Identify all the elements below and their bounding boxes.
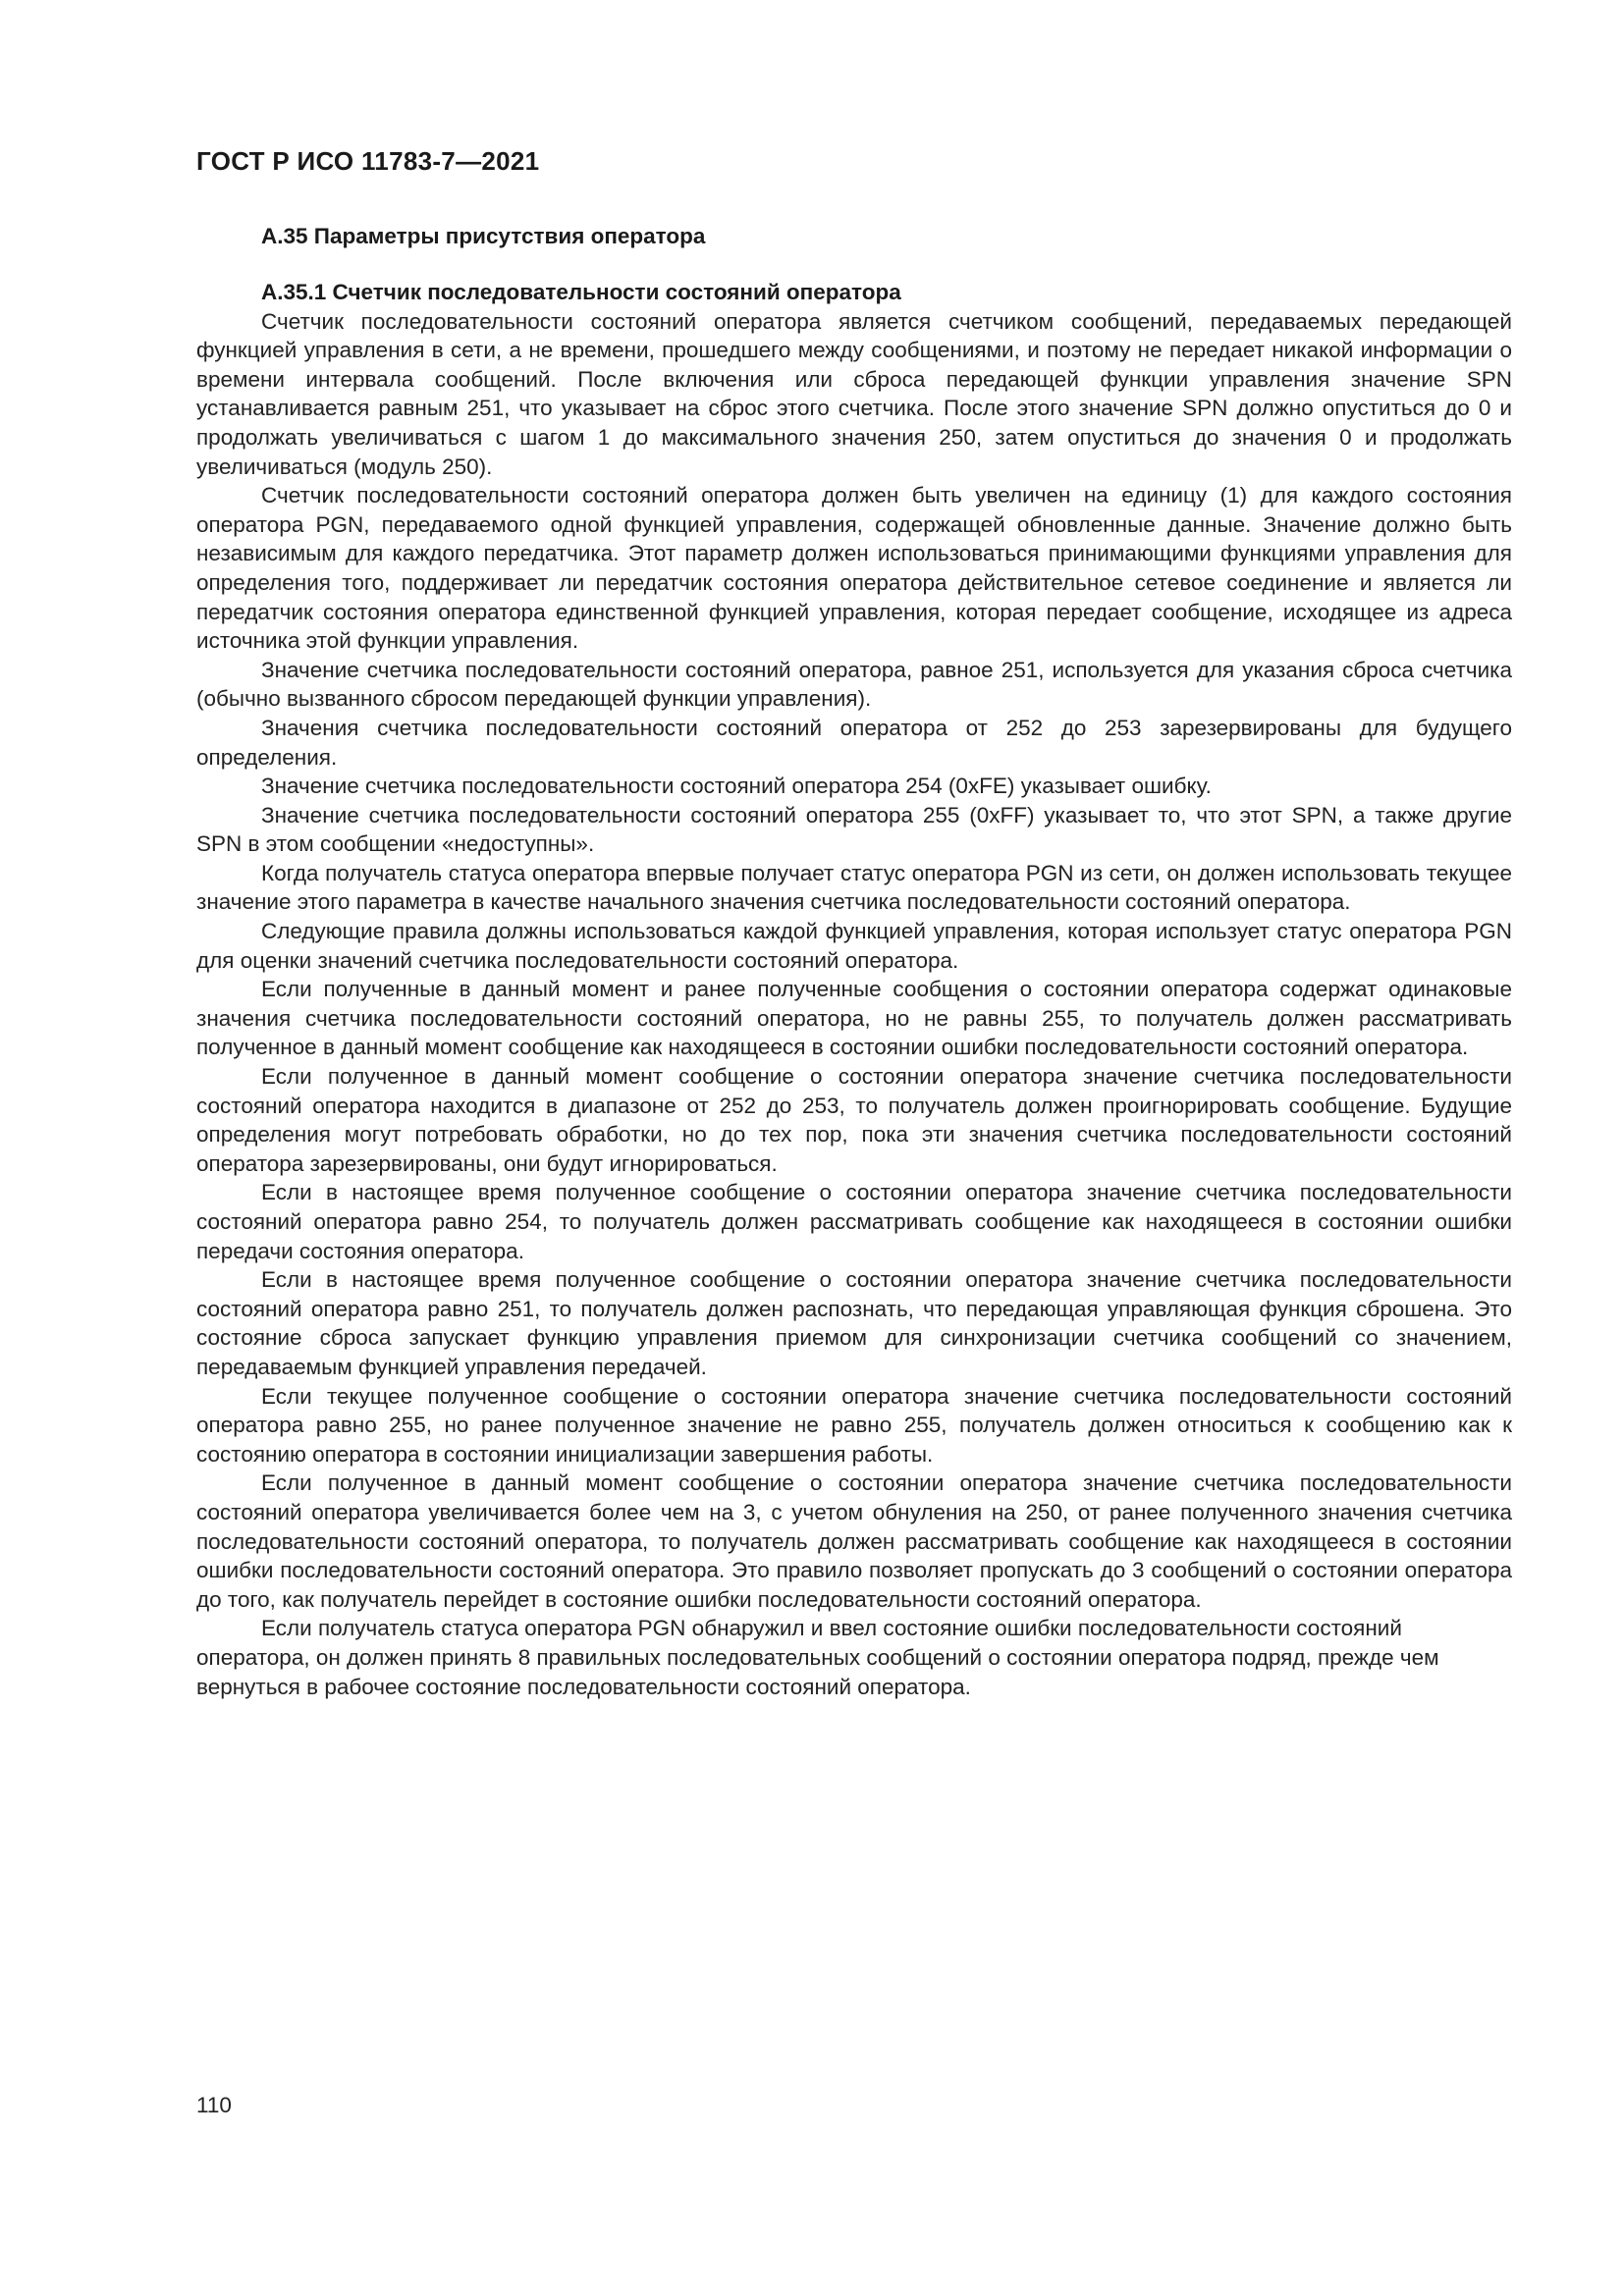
subsection-heading: А.35.1 Счетчик последовательности состояний оператора <box>261 280 901 304</box>
paragraph: Если текущее полученное сообщение о состоянии оператора значение счетчика последовательности состояний оператора равно 255, но ранее полученное значение не равно 255, получатель должен относиться к сообщению как к состоянию оператора в состоянии инициализации завершения работы. <box>196 1383 1512 1467</box>
document-body <box>196 278 1512 1701</box>
paragraph: Если полученные в данный момент и ранее полученные сообщения о состоянии оператора содержат одинаковые значения счетчика последовательности состояний оператора, но не равны 255, то получатель должен рассматривать полученное в данный момент сообщение как находящееся в состоянии ошибки последовательности состояний оператора. <box>196 977 1512 1060</box>
paragraph: Счетчик последовательности состояний оператора является счетчиком сообщений, передаваемых передающей функцией управления в сети, а не времени, прошедшего между сообщениями, и поэтому не передает никакой информации о времени интервала сообщений. После включения или сброса передающей функции управления значение SPN устанавливается равным 251, что указывает на сброс этого счетчика. После этого значение SPN должно опуститься до 0 и продолжать увеличиваться с шагом 1 до максимального значения 250, затем опуститься до значения 0 и продолжать увеличиваться (модуль 250). <box>196 308 1512 479</box>
paragraph: Счетчик последовательности состояний оператора должен быть увеличен на единицу (1) для каждого состояния оператора PGN, передаваемого одной функцией управления, содержащей обновленные данные. Значение должно быть независимым для каждого передатчика. Этот параметр должен использоваться принимающими функциями управления для определения того, поддерживает ли передатчик состояния оператора действительное сетевое соединение и является ли передатчик состояния оператора единственной функцией управления, которая передает сообщение, исходящее из адреса источника этой функции управления. <box>196 483 1512 654</box>
paragraph: Значения счетчика последовательности состояний оператора от 252 до 253 зарезервированы для будущего определения. <box>196 715 1512 770</box>
paragraph: Значение счетчика последовательности состояний оператора, равное 251, используется для указания сброса счетчика (обычно вызванного сбросом передающей функции управления). <box>196 657 1512 712</box>
standard-header: ГОСТ Р ИСО 11783-7—2021 <box>196 146 540 176</box>
paragraph: Если получатель статуса оператора PGN обнаружил и ввел состояние ошибки последовательности состояний оператора, он должен принять 8 правильных последовательных сообщений о состоянии оператора подряд, прежде чем вернуться в рабочее состояние последовательности состояний оператора. <box>196 1616 1439 1699</box>
paragraph: Если полученное в данный момент сообщение о состоянии оператора значение счетчика последовательности состояний оператора увеличивается более чем на 3, с учетом обнуления на 250, от ранее полученного значения счетчика последовательности состояний оператора, то получатель должен рассматривать сообщение как находящееся в состоянии ошибки последовательности состояний оператора. Это правило позволяет пропускать до 3 сообщений о состоянии оператора до того, как получатель перейдет в состояние ошибки последовательности состояний оператора. <box>196 1470 1512 1612</box>
paragraph: Когда получатель статуса оператора впервые получает статус оператора PGN из сети, он должен использовать текущее значение этого параметра в качестве начального значения счетчика последовательности состояний оператора. <box>196 860 1512 915</box>
paragraph: Если в настоящее время полученное сообщение о состоянии оператора значение счетчика последовательности состояний оператора равно 254, то получатель должен рассматривать сообщение как находящееся в состоянии ошибки передачи состояния оператора. <box>196 1180 1512 1263</box>
paragraph: Следующие правила должны использоваться каждой функцией управления, которая использует статус оператора PGN для оценки значений счетчика последовательности состояний оператора. <box>196 919 1512 973</box>
page-number: 110 <box>196 2093 232 2117</box>
paragraph: Если полученное в данный момент сообщение о состоянии оператора значение счетчика последовательности состояний оператора находится в диапазоне от 252 до 253, то получатель должен проигнорировать сообщение. Будущие определения могут потребовать обработки, но до тех пор, пока эти значения счетчика последовательности состояний оператора зарезервированы, они будут игнорироваться. <box>196 1064 1512 1176</box>
paragraph: Значение счетчика последовательности состояний оператора 254 (0xFE) указывает ошибку. <box>261 774 1212 799</box>
paragraph: Значение счетчика последовательности состояний оператора 255 (0xFF) указывает то, что этот SPN, а также другие SPN в этом сообщении «недоступны». <box>196 802 1512 857</box>
section-heading: А.35 Параметры присутствия оператора <box>261 224 706 248</box>
paragraph: Если в настоящее время полученное сообщение о состоянии оператора значение счетчика последовательности состояний оператора равно 251, то получатель должен распознать, что передающая управляющая функция сброшена. Это состояние сброса запускает функцию управления приемом для синхронизации счетчика сообщений со значением, передаваемым функцией управления передачей. <box>196 1267 1512 1379</box>
